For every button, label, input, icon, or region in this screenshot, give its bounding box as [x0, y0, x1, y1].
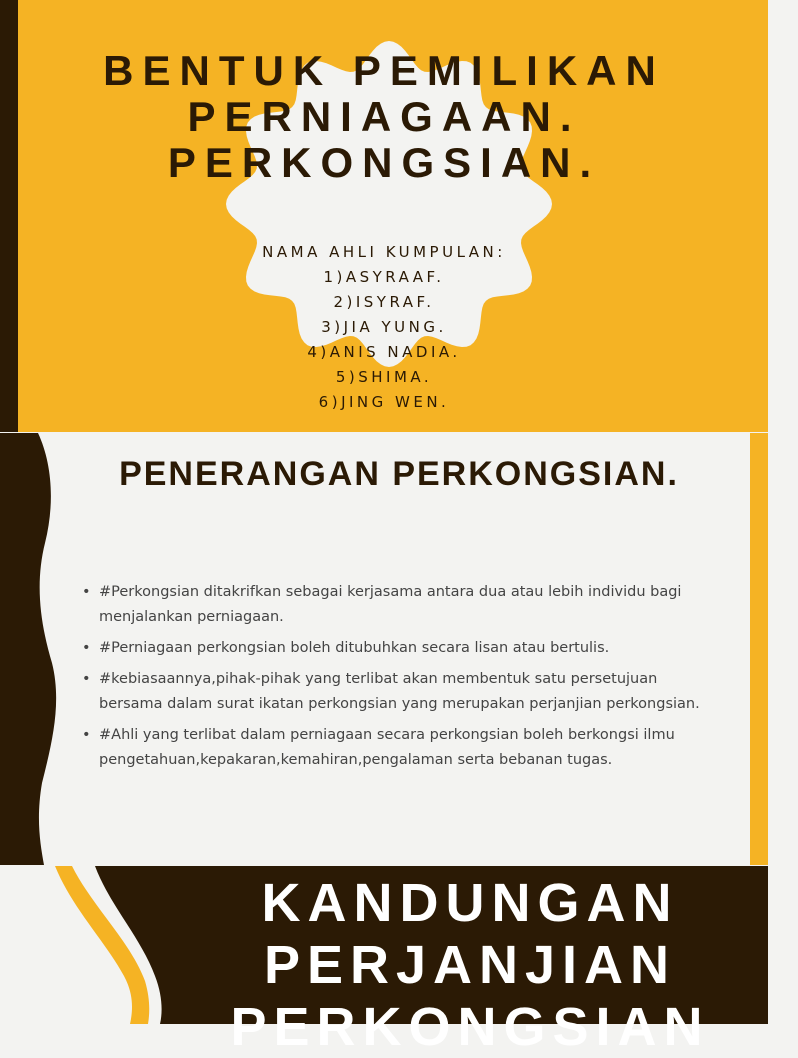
title-slide — [0, 0, 768, 432]
bullet-item: • #Ahli yang terlibat dalam perniagaan secara perkongsian boleh berkongsi ilmu pengetahuan,kepakaran,kemahiran,pengalaman serta bebanan tugas. — [82, 723, 712, 773]
member-item: 6)JING WEN. — [318, 393, 450, 411]
bullet-item: • #kebiasaannya,pihak-pihak yang terlibat akan membentuk satu persetujuan bersama dalam surat ikatan perkongsian yang merupakan perjanjian perkongsian. — [82, 667, 712, 717]
left-curve-decoration — [0, 866, 170, 1024]
member-item: 5)SHIMA. — [335, 368, 433, 386]
member-item: 2)ISYRAF. — [333, 293, 435, 311]
bullet-list — [82, 580, 712, 779]
title-line-1: KANDUNGAN — [261, 873, 679, 933]
group-members-list — [0, 240, 768, 415]
slide-title — [220, 872, 720, 1058]
title-line-2: PERNIAGAAN. — [187, 93, 581, 140]
explanation-slide — [0, 433, 768, 865]
contents-slide — [0, 866, 768, 1057]
members-heading: NAMA AHLI KUMPULAN: — [262, 243, 506, 261]
title-line-3: PERKONGSIAN — [230, 997, 710, 1057]
slide-title — [0, 48, 768, 186]
right-accent-bar — [750, 433, 768, 865]
bullet-item: • #Perniagaan perkongsian boleh ditubuhkan secara lisan atau bertulis. — [82, 636, 712, 661]
title-line-2: PERJANJIAN — [263, 935, 677, 995]
member-item: 1)ASYRAAF. — [323, 268, 445, 286]
bullet-item: • #Perkongsian ditakrifkan sebagai kerjasama antara dua atau lebih individu bagi menjalankan perniagaan. — [82, 580, 712, 630]
slide-title: PENERANGAN PERKONGSIAN. — [119, 455, 679, 493]
member-item: 3)JIA YUNG. — [321, 318, 447, 336]
left-wave-decoration — [0, 433, 60, 865]
member-item: 4)ANIS NADIA. — [307, 343, 461, 361]
title-line-3: PERKONGSIAN. — [167, 139, 601, 186]
title-line-1: BENTUK PEMILIKAN — [103, 47, 665, 94]
